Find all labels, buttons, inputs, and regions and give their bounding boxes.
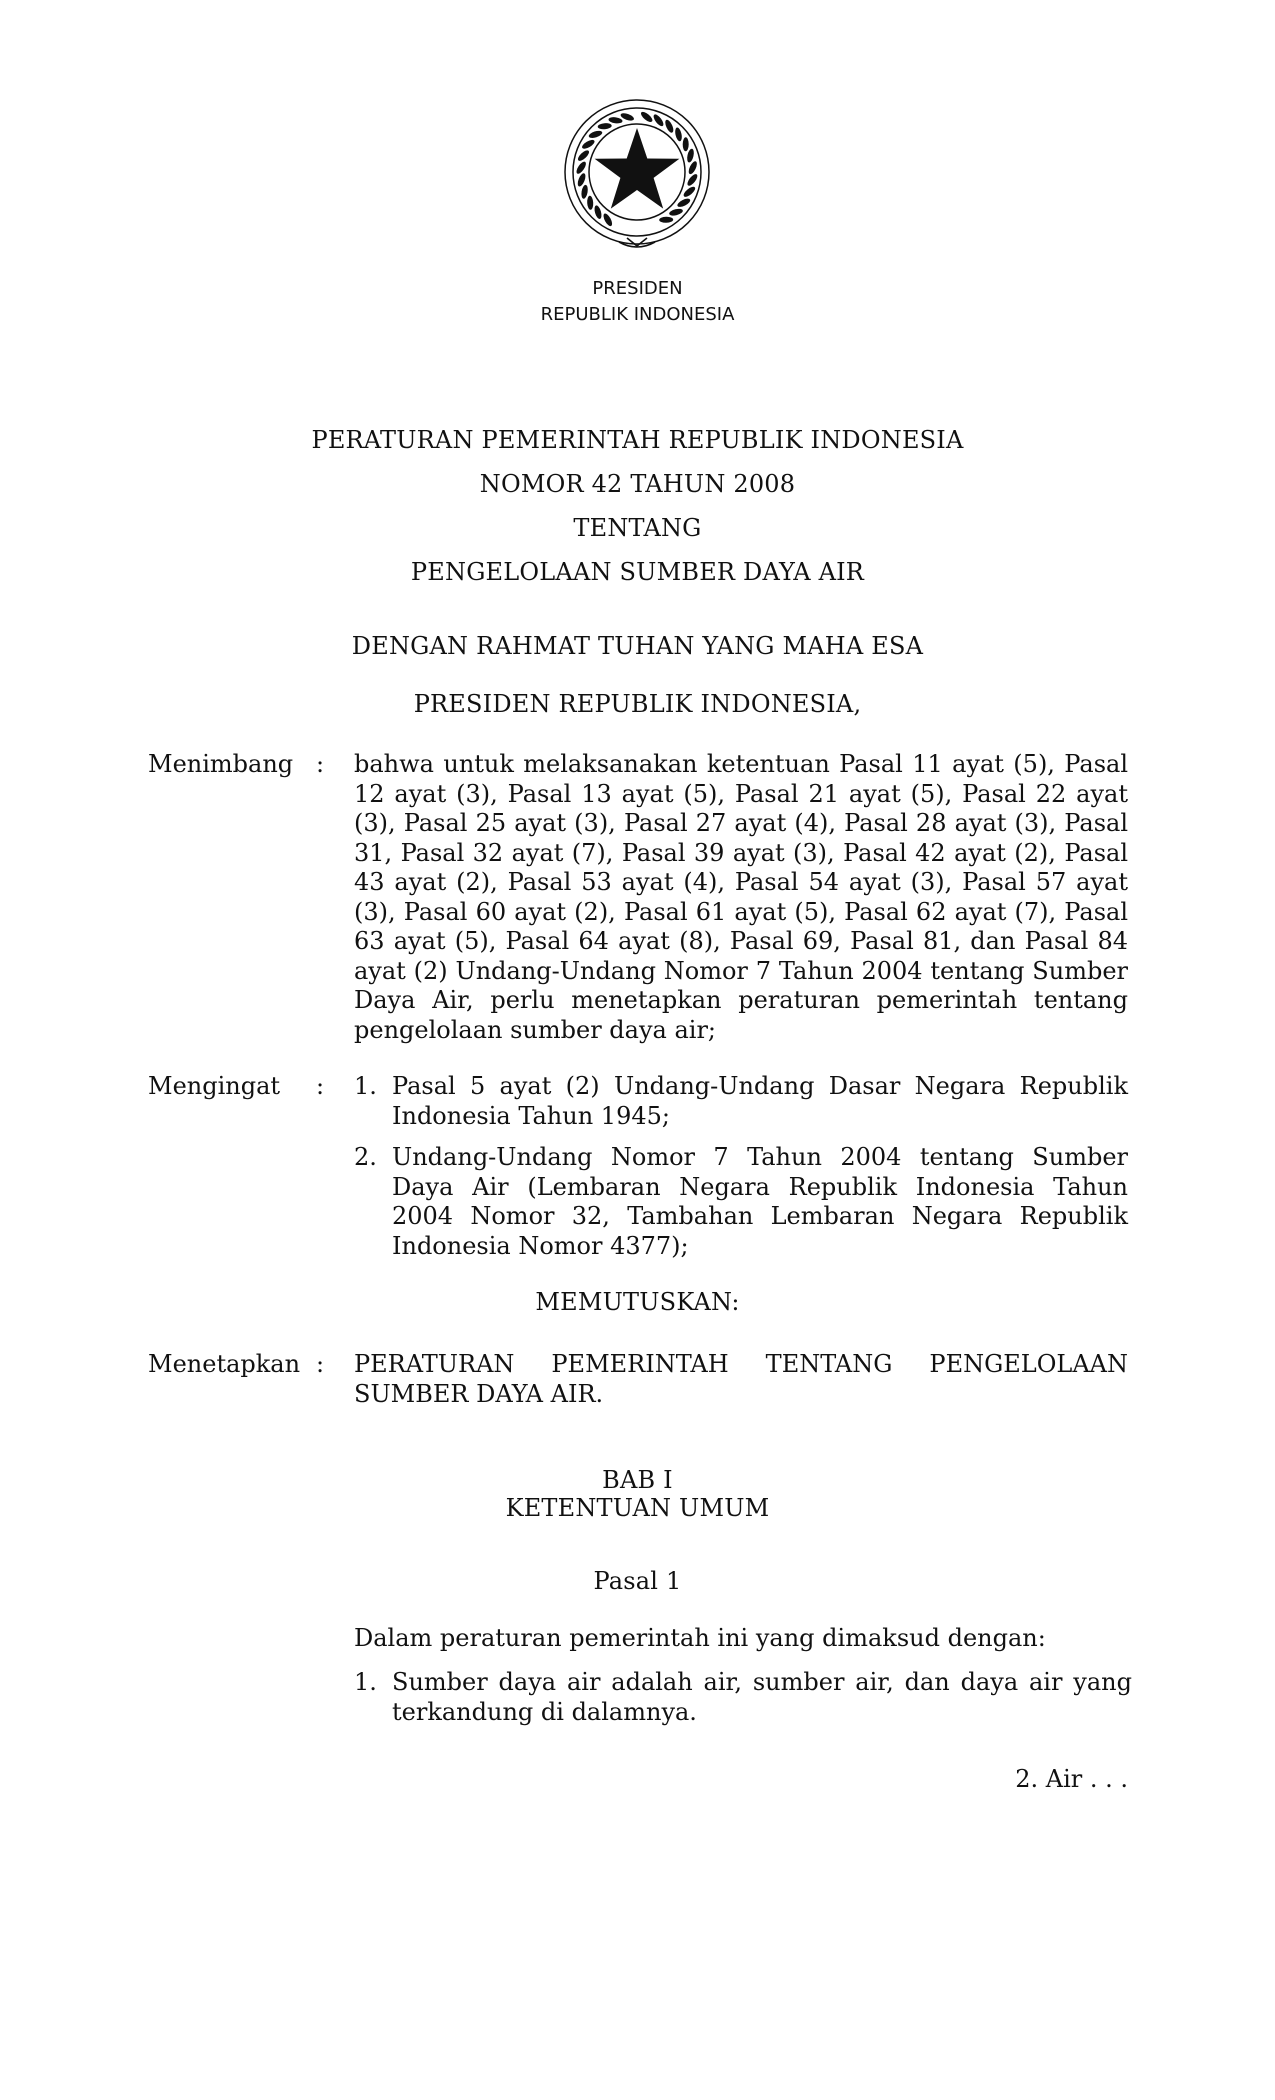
president-line: PRESIDEN REPUBLIK INDONESIA, (413, 690, 862, 718)
menetapkan-colon: : (316, 1350, 325, 1378)
wreath-leaf (581, 184, 589, 199)
wreath-leaf (581, 138, 596, 150)
wreath-leaf (674, 127, 683, 142)
menetapkan-label: Menetapkan (148, 1350, 301, 1378)
wreath-leaf (686, 148, 695, 163)
mengingat-item (354, 1072, 1128, 1131)
wreath-leaf (682, 185, 697, 199)
menetapkan-line-2: SUMBER DAYA AIR. (354, 1379, 604, 1408)
wreath-leaf (588, 129, 603, 139)
title-line-1: PERATURAN PEMERINTAH REPUBLIK INDONESIA (311, 426, 964, 454)
menimbang-label: Menimbang (148, 750, 294, 778)
presidential-emblem-icon (557, 92, 717, 252)
wreath-leaf (652, 113, 665, 128)
wreath-leaf (676, 197, 691, 209)
wreath-leaf (659, 217, 673, 223)
wreath-leaf (664, 119, 675, 134)
title-line-2: NOMOR 42 TAHUN 2008 (479, 470, 796, 498)
wreath-leaf (576, 149, 590, 163)
wreath-leaf (575, 160, 588, 175)
mengingat-label: Mengingat (148, 1072, 281, 1100)
pasal-list (354, 1668, 1132, 1727)
wreath-leaf (668, 208, 683, 217)
header-presiden: PRESIDEN (592, 278, 683, 299)
wreath-leaf (686, 173, 699, 188)
title-line-3: TENTANG (573, 514, 702, 542)
wreath-leaf (602, 212, 614, 227)
grace-line: DENGAN RAHMAT TUHAN YANG MAHA ESA (351, 632, 924, 660)
mengingat-item-text: Pasal 5 ayat (2) Undang-Undang Dasar Negara Republik Indonesia Tahun 1945; (392, 1072, 1128, 1130)
mengingat-item (354, 1143, 1128, 1261)
wreath-leaf (683, 137, 689, 151)
wreath-leaf (593, 205, 603, 220)
title-line-4: PENGELOLAAN SUMBER DAYA AIR (410, 558, 865, 586)
bab-title: KETENTUAN UMUM (505, 1494, 770, 1522)
mengingat-item-text: Undang-Undang Nomor 7 Tahun 2004 tentang Sumber Daya Air (Lembaran Negara Republik Indonesia Tahun 2004 Nomor 32, Tambahan Lembaran Negara Republik Indonesia Nomor 4377); (392, 1143, 1128, 1260)
pasal-title: Pasal 1 (593, 1567, 682, 1595)
header-republik: REPUBLIK INDONESIA (540, 304, 735, 325)
menimbang-text: bahwa untuk melaksanakan ketentuan Pasal 11 ayat (5), Pasal 12 ayat (3), Pasal 13 ayat (5), Pasal 21 ayat (5), Pasal 22 ayat (3), Pasal 25 ayat (3), Pasal 27 ayat (4), Pasal 28 ayat (3), Pasal 31, Pasal 32 ayat (7), Pasal 39 ayat (3), Pasal 42 ayat (2), Pasal 43 ayat (2), Pasal 53 ayat (4), Pasal 54 ayat (3), Pasal 57 ayat (3), Pasal 60 ayat (2), Pasal 61 ayat (5), Pasal 62 ayat (7), Pasal 63 ayat (5), Pasal 64 ayat (8), Pasal 69, Pasal 81, dan Pasal 84 ayat (2) Undang-Undang Nomor 7 Tahun 2004 tentang Sumber Daya Air, perlu menetapkan peraturan pemerintah tentang pengelolaan sumber daya air; (354, 750, 1128, 1044)
page-continuation: 2. Air . . . (1015, 1765, 1128, 1793)
pasal-item-number: 1. (354, 1668, 377, 1696)
pasal-item (354, 1668, 1132, 1727)
mengingat-item-number: 1. (354, 1072, 377, 1100)
wreath-leaf (587, 196, 594, 210)
menetapkan-line-1: PERATURAN PEMERINTAH TENTANG PENGELOLAAN (354, 1350, 1128, 1378)
pasal-item-text: Sumber daya air adalah air, sumber air, dan daya air yang terkandung di dalamnya. (392, 1668, 1132, 1726)
menimbang-colon: : (316, 750, 325, 778)
wreath-leaf (608, 116, 623, 124)
wreath-leaf (597, 123, 611, 130)
mengingat-list (354, 1072, 1128, 1261)
wreath-leaf (639, 110, 654, 124)
menetapkan-content (354, 1350, 1128, 1409)
bab-number: BAB I (602, 1466, 673, 1494)
pasal-intro: Dalam peraturan pemerintah ini yang dimaksud dengan: (354, 1624, 1046, 1652)
memutuskan-heading: MEMUTUSKAN: (535, 1288, 740, 1316)
mengingat-colon: : (316, 1072, 325, 1100)
mengingat-item-number: 2. (354, 1143, 377, 1171)
